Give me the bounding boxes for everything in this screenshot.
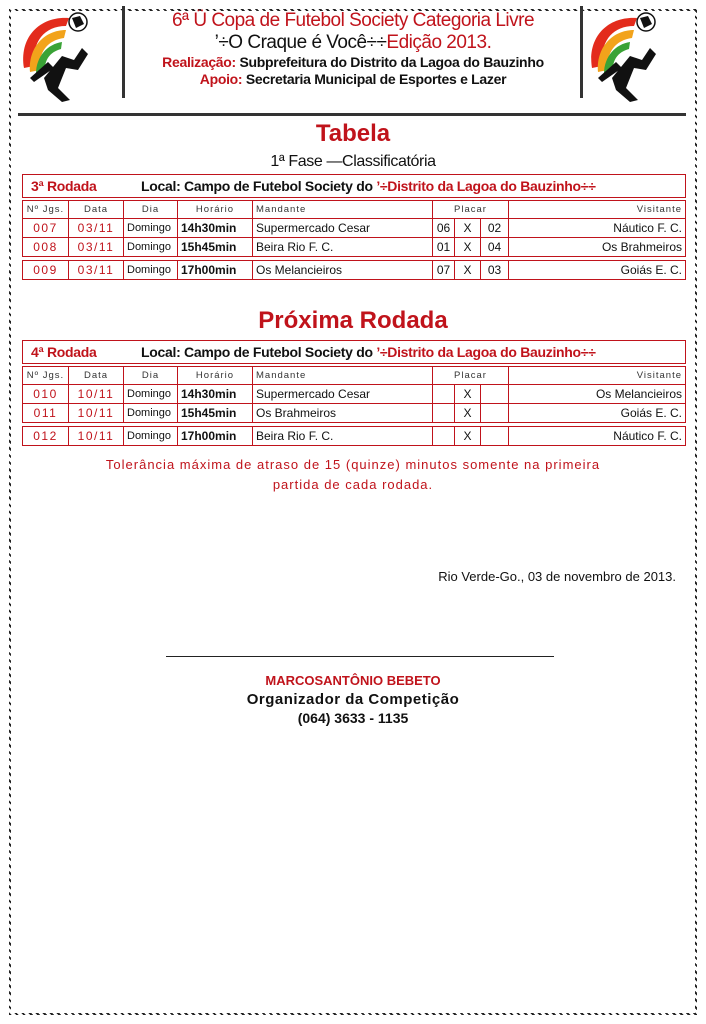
header-divider-left xyxy=(122,6,125,98)
game-x: X xyxy=(455,238,481,257)
round-4-block xyxy=(22,340,686,446)
game-home: Os Melancieiros xyxy=(253,261,433,280)
game-home: Supermercado Cesar xyxy=(253,385,433,404)
header-slogan-text: ’÷O Craque é Você÷÷ xyxy=(214,32,387,53)
game-num: 008 xyxy=(23,238,69,257)
round-3-location-name: ’÷Distrito da Lagoa do Bauzinho÷÷ xyxy=(376,178,596,194)
col-date: Data xyxy=(69,367,124,385)
realizacao-text: Subprefeitura do Distrito da Lagoa do Bauzinho xyxy=(239,54,544,70)
game-time: 14h30min xyxy=(178,219,253,238)
game-home: Beira Rio F. C. xyxy=(253,238,433,257)
next-round-title: Próxima Rodada xyxy=(258,307,448,334)
game-date: 10/11 xyxy=(69,427,124,446)
table-row xyxy=(23,261,686,280)
phase-subtitle: 1ª Fase —Classificatória xyxy=(270,153,436,170)
header-slogan xyxy=(128,32,578,54)
round-3-location-text: Local: Campo de Futebol Society do xyxy=(141,178,373,194)
game-away: Náutico F. C. xyxy=(509,427,686,446)
round-4-label: 4ª Rodada xyxy=(31,344,97,360)
realizacao-label: Realização: xyxy=(162,54,236,70)
game-away-score xyxy=(481,385,509,404)
game-day: Domingo xyxy=(124,219,178,238)
document-header xyxy=(128,10,578,88)
col-day: Dia xyxy=(124,367,178,385)
game-x: X xyxy=(455,385,481,404)
col-time: Horário xyxy=(178,367,253,385)
table-row xyxy=(23,238,686,257)
col-score: Placar xyxy=(433,367,509,385)
game-date: 10/11 xyxy=(69,404,124,423)
col-away: Visitante xyxy=(509,367,686,385)
table-row xyxy=(23,219,686,238)
table-row xyxy=(23,427,686,446)
game-time: 14h30min xyxy=(178,385,253,404)
game-num: 009 xyxy=(23,261,69,280)
apoio-text: Secretaria Municipal de Esportes e Lazer xyxy=(245,71,507,87)
round-4-location xyxy=(141,344,596,360)
round-4-header xyxy=(22,340,686,364)
header-apoio xyxy=(128,71,578,88)
round-4-location-name: ’÷Distrito da Lagoa do Bauzinho÷÷ xyxy=(376,344,596,360)
round-3-table xyxy=(22,200,686,280)
game-home: Os Brahmeiros xyxy=(253,404,433,423)
game-time: 17h00min xyxy=(178,427,253,446)
col-home: Mandante xyxy=(253,367,433,385)
signature-phone: (064) 3633 - 1135 xyxy=(297,710,409,726)
game-home-score xyxy=(433,385,455,404)
game-day: Domingo xyxy=(124,427,178,446)
header-rule xyxy=(18,113,686,116)
game-away: Náutico F. C. xyxy=(509,219,686,238)
page-title: Tabela xyxy=(315,120,391,147)
tolerance-note-line2: partida de cada rodada. xyxy=(272,477,434,492)
round-4-table xyxy=(22,366,686,446)
game-away-score xyxy=(481,404,509,423)
game-date: 10/11 xyxy=(69,385,124,404)
game-date: 03/11 xyxy=(69,219,124,238)
game-away: Os Brahmeiros xyxy=(509,238,686,257)
game-away: Goiás E. C. xyxy=(509,404,686,423)
game-home: Supermercado Cesar xyxy=(253,219,433,238)
game-num: 007 xyxy=(23,219,69,238)
game-date: 03/11 xyxy=(69,261,124,280)
game-home: Beira Rio F. C. xyxy=(253,427,433,446)
col-num: Nº Jgs. xyxy=(23,201,69,219)
tournament-logo-left xyxy=(14,8,100,104)
col-time: Horário xyxy=(178,201,253,219)
signature-name: MARCOSANTÔNIO BEBETO xyxy=(265,673,441,688)
round-4-location-text: Local: Campo de Futebol Society do xyxy=(141,344,373,360)
col-date: Data xyxy=(69,201,124,219)
col-score: Placar xyxy=(433,201,509,219)
tournament-logo-right xyxy=(582,8,668,104)
game-away-score xyxy=(481,427,509,446)
game-away: Os Melancieiros xyxy=(509,385,686,404)
tolerance-note-line1: Tolerância máxima de atraso de 15 (quinze) minutos somente na primeira xyxy=(105,457,601,472)
game-day: Domingo xyxy=(124,238,178,257)
table-header-row xyxy=(23,201,686,219)
game-home-score xyxy=(433,404,455,423)
col-num: Nº Jgs. xyxy=(23,367,69,385)
game-home-score: 07 xyxy=(433,261,455,280)
game-home-score: 06 xyxy=(433,219,455,238)
game-time: 15h45min xyxy=(178,238,253,257)
tolerance-note xyxy=(0,455,706,495)
col-day: Dia xyxy=(124,201,178,219)
col-home: Mandante xyxy=(253,201,433,219)
game-home-score xyxy=(433,427,455,446)
col-away: Visitante xyxy=(509,201,686,219)
signature-role: Organizador da Competição xyxy=(246,691,460,708)
round-3-block xyxy=(22,174,686,280)
table-header-row xyxy=(23,367,686,385)
game-x: X xyxy=(455,261,481,280)
table-row xyxy=(23,385,686,404)
header-edition: Edição 2013. xyxy=(386,32,492,53)
round-3-label: 3ª Rodada xyxy=(31,178,97,194)
game-away-score: 04 xyxy=(481,238,509,257)
game-date: 03/11 xyxy=(69,238,124,257)
game-day: Domingo xyxy=(124,261,178,280)
game-away-score: 02 xyxy=(481,219,509,238)
game-time: 17h00min xyxy=(178,261,253,280)
round-3-location xyxy=(141,178,596,194)
header-title: 6ª Ü Copa de Futebol Society Categoria Livre xyxy=(171,10,535,31)
game-x: X xyxy=(455,219,481,238)
game-day: Domingo xyxy=(124,385,178,404)
header-realizacao xyxy=(128,54,578,71)
game-day: Domingo xyxy=(124,404,178,423)
game-away: Goiás E. C. xyxy=(509,261,686,280)
round-3-header xyxy=(22,174,686,198)
game-away-score: 03 xyxy=(481,261,509,280)
apoio-label: Apoio: xyxy=(199,71,243,87)
game-time: 15h45min xyxy=(178,404,253,423)
game-x: X xyxy=(455,404,481,423)
game-home-score: 01 xyxy=(433,238,455,257)
game-num: 011 xyxy=(23,404,69,423)
signature-line xyxy=(166,656,554,657)
game-num: 012 xyxy=(23,427,69,446)
game-x: X xyxy=(455,427,481,446)
date-place: Rio Verde-Go., 03 de novembro de 2013. xyxy=(438,569,676,584)
table-row xyxy=(23,404,686,423)
game-num: 010 xyxy=(23,385,69,404)
